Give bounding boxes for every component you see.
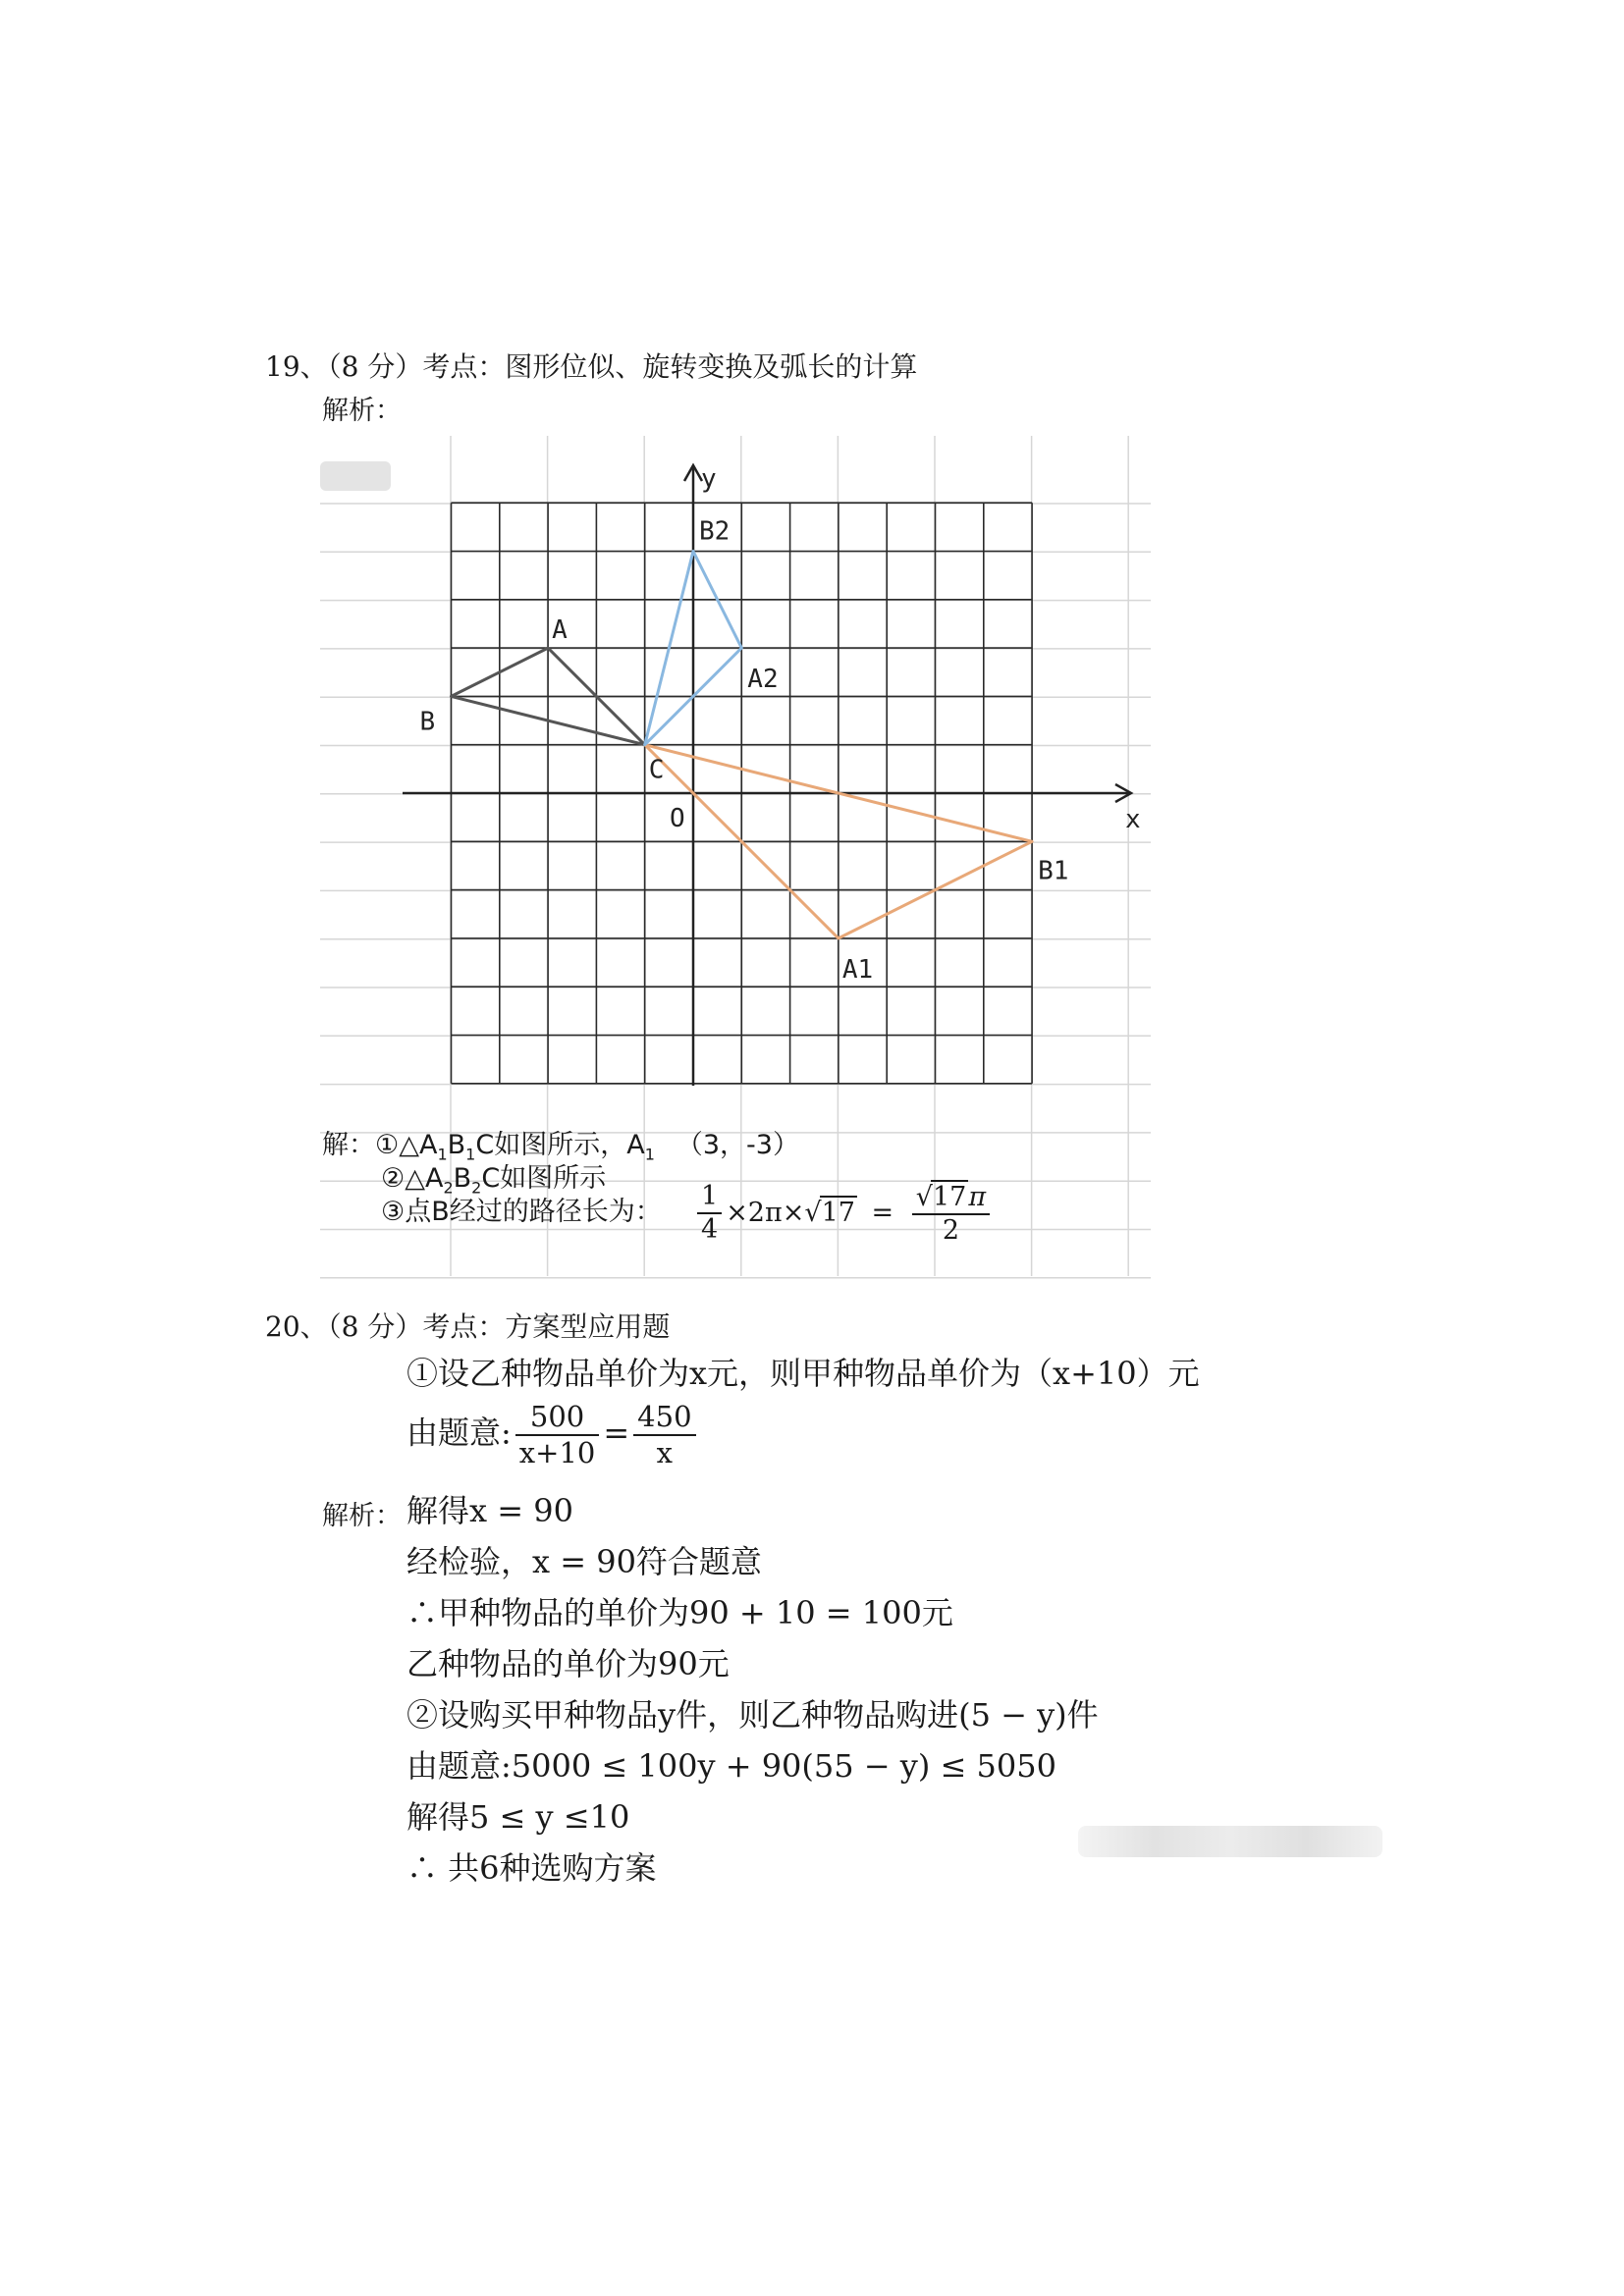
q20-header (265, 1306, 670, 1345)
fraction-450 (633, 1400, 695, 1470)
q20-topic-label: 考点： (422, 1310, 506, 1343)
label-a2: A2 (747, 665, 779, 695)
q20-line-9: 解得5 ≤ y ≤10 (406, 1798, 630, 1836)
frac1-num: 500 (515, 1400, 600, 1436)
sqrt-icon: √ (915, 1182, 933, 1212)
label-a1: A1 (841, 954, 874, 985)
fraction-result (912, 1180, 990, 1248)
q20-line-10: ∴ 共6种选购方案 (406, 1849, 657, 1887)
line1-sub-2: 1 (465, 1145, 476, 1164)
label-b: B (419, 707, 436, 737)
formula-eq: = (871, 1197, 894, 1228)
blurred-stamp (320, 461, 391, 491)
q20-analysis-label: 解析： (322, 1501, 402, 1531)
l2-prefix: 由题意: (406, 1414, 512, 1452)
line1-part-d: （3，-3） (676, 1130, 799, 1160)
result-den: 2 (942, 1215, 959, 1247)
line2-part-b: B (453, 1163, 472, 1194)
q20-topic: 方案型应用题 (505, 1310, 671, 1343)
line1-sub-3: 1 (644, 1145, 655, 1164)
result-pi: π (968, 1182, 987, 1212)
frac2-num: 450 (633, 1400, 695, 1436)
q19-score: （8 分） (327, 350, 423, 383)
line1-sub-1: 1 (437, 1145, 448, 1164)
blurred-watermark (1078, 1826, 1382, 1857)
formula-mid: ×2π× (726, 1197, 805, 1228)
label-b2: B2 (699, 516, 731, 547)
label-x-axis: x (1125, 805, 1141, 834)
l2-eq: = (603, 1414, 630, 1452)
q20-line-1: ①设乙种物品单价为x元，则甲种物品单价为（x+10）元 (406, 1355, 1200, 1392)
fraction-den: 4 (701, 1214, 719, 1246)
label-y-axis: y (701, 464, 717, 495)
line2-sub-2: 2 (471, 1178, 482, 1198)
q20-line-5: ∴甲种物品的单价为90 + 10 = 100元 (406, 1594, 953, 1631)
q19-arc-length-formula (693, 1180, 994, 1248)
fraction-num: 1 (697, 1181, 722, 1214)
label-a: A (552, 615, 568, 646)
label-b1: B1 (1038, 856, 1069, 886)
fraction-500 (515, 1400, 600, 1470)
sqrt-icon: √ (804, 1197, 822, 1228)
fraction-result-num (912, 1180, 990, 1215)
fraction-one-quarter (697, 1181, 722, 1247)
line2-part-a: ②△A (381, 1163, 444, 1194)
q20-line-8: 由题意:5000 ≤ 100y + 90(55 − y) ≤ 5050 (406, 1747, 1056, 1785)
q20-line-4: 经检验，x = 90符合题意 (406, 1543, 762, 1580)
q20-line-7: ②设购买甲种物品y件，则乙种物品购进(5 − y)件 (406, 1696, 1099, 1734)
line1-part-a: ①△A (375, 1130, 438, 1160)
sqrt-arg: 17 (821, 1197, 855, 1228)
q19-topic: 图形位似、旋转变换及弧长的计算 (505, 350, 918, 383)
label-c: C (648, 755, 665, 785)
q19-analysis-label: 解析： (322, 396, 402, 426)
q19-number: 19、 (265, 350, 328, 383)
line1-part-b: B (447, 1130, 466, 1160)
q19-solution-line3 (381, 1190, 662, 1228)
line1-part-c: C如图所示，A (475, 1130, 645, 1160)
q19-topic-label: 考点： (422, 350, 506, 383)
result-sqrt-arg: 17 (932, 1182, 967, 1212)
label-origin: O (670, 804, 685, 833)
q20-number: 20、 (265, 1310, 328, 1343)
line3-text: ③点B经过的路径长为： (381, 1197, 662, 1227)
q20-line-3: 解得x = 90 (406, 1492, 573, 1529)
line2-part-c: C如图所示 (481, 1163, 607, 1194)
q20-score: （8 分） (327, 1310, 423, 1343)
frac1-den: x+10 (518, 1435, 596, 1469)
solution-prefix: 解： (322, 1130, 375, 1160)
q20-line-2 (406, 1400, 700, 1470)
q20-line-6: 乙种物品的单价为90元 (406, 1645, 730, 1682)
line2-sub-1: 2 (443, 1178, 454, 1198)
frac2-den: x (656, 1435, 674, 1469)
